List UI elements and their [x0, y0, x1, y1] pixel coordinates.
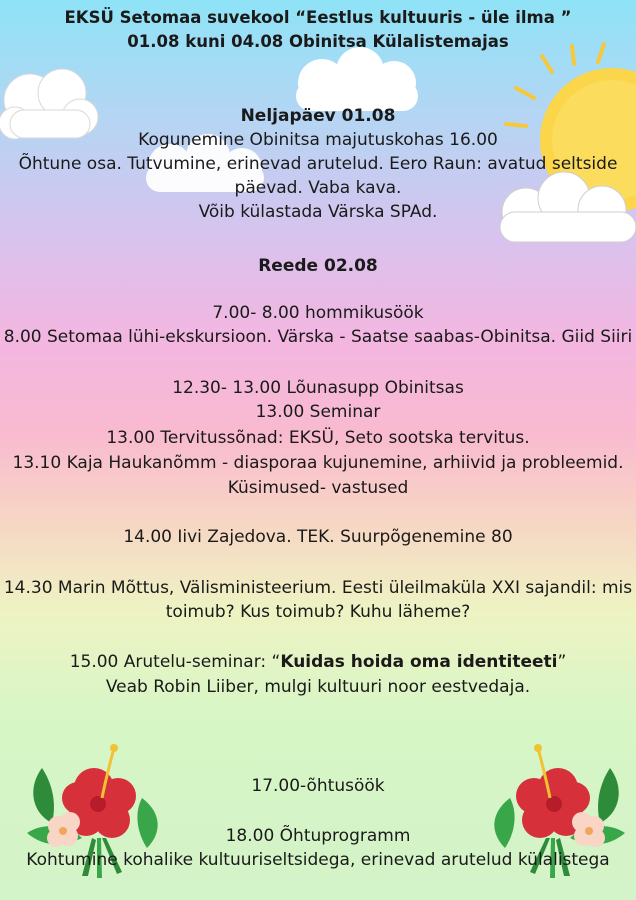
- thursday-line: Võib külastada Värska SPAd.: [198, 202, 438, 222]
- friday-line: 17.00-õhtusöök: [251, 776, 385, 796]
- friday-line: 18.00 Õhtuprogramm: [225, 826, 411, 846]
- friday-line: 13.00 Seminar: [255, 402, 381, 422]
- title-line-1: EKSÜ Setomaa suvekool “Eestlus kultuuris - üle ilma ”: [64, 8, 572, 27]
- friday-line: 14.00 Iivi Zajedova. TEK. Suurpõgenemine 80: [123, 527, 513, 547]
- thursday-line: Kogunemine Obinitsa majutuskohas 16.00: [138, 130, 498, 150]
- seminar-suffix: ”: [557, 652, 567, 672]
- friday-line: Küsimused- vastused: [227, 478, 409, 498]
- thursday-line: Õhtune osa. Tutvumine, erinevad arutelud. Eero Raun: avatud seltside: [18, 154, 618, 174]
- friday-line: 13.10 Kaja Haukanõmm - diasporaa kujunemine, arhiivid ja probleemid.: [12, 453, 624, 473]
- friday-line: Veab Robin Liiber, mulgi kultuuri noor eestvedaja.: [105, 677, 531, 697]
- title-line-2: 01.08 kuni 04.08 Obinitsa Külalistemajas: [127, 32, 509, 51]
- seminar-line: [0, 650, 636, 674]
- thursday-line: päevad. Vaba kava.: [234, 178, 402, 198]
- friday-line: Kohtumine kohalike kultuuriseltsidega, erinevad arutelud külalistega: [26, 850, 610, 870]
- friday-line: toimub? Kus toimub? Kuhu läheme?: [165, 602, 471, 622]
- friday-line: 8.00 Setomaa lühi-ekskursioon. Värska - Saatse saabas-Obinitsa. Giid Siiri: [3, 327, 633, 347]
- seminar-prefix: 15.00 Arutelu-seminar: “: [69, 652, 281, 672]
- friday-heading: Reede 02.08: [258, 256, 378, 276]
- seminar-title: Kuidas hoida oma identiteeti: [280, 652, 558, 672]
- friday-line: 12.30- 13.00 Lõunasupp Obinitsas: [172, 378, 464, 398]
- thursday-heading: Neljapäev 01.08: [240, 106, 396, 126]
- friday-line: 13.00 Tervitussõnad: EKSÜ, Seto sootska tervitus.: [106, 428, 530, 448]
- friday-line: 14.30 Marin Mõttus, Välisministeerium. Eesti üleilmaküla XXI sajandil: mis: [3, 578, 633, 598]
- friday-line: 7.00- 8.00 hommikusöök: [212, 303, 424, 323]
